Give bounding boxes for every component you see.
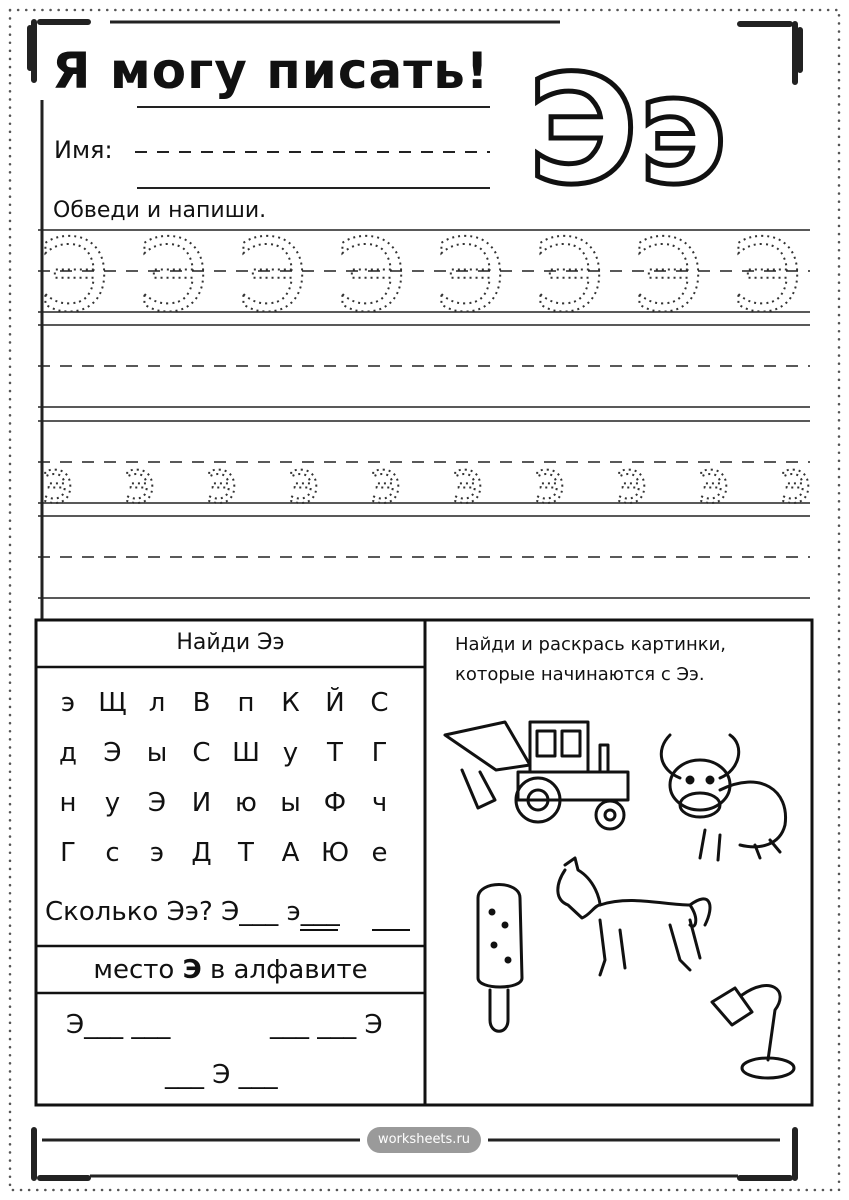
alphabet-line1-right: ___ ___ Э [270,1010,383,1040]
grid-letter: ы [280,788,301,818]
count-question: Сколько Ээ? Э___ э___ [45,897,340,927]
grid-letter: А [281,838,300,868]
trace-letter-lower: э [42,448,74,516]
pictures-instruction [455,630,800,690]
grid-letter: Г [60,838,76,868]
grid-letter: Ф [323,788,347,818]
horse-icon [558,858,710,975]
alphabet-line1-left: Э___ ___ [66,1010,171,1040]
grid-letter: И [191,788,212,818]
grid-letter: ю [235,788,257,818]
tracing-instruction: Обведи и напиши. [53,198,267,223]
grid-letter: у [104,788,121,818]
footer-site-badge: worksheets.ru [367,1127,481,1153]
grid-letter: Ш [232,738,260,768]
grid-letter: е [371,838,388,868]
pictures-instruction-line1: Найди и раскрась картинки, [455,634,727,655]
alphabet-title-prefix: место [93,955,183,985]
alphabet-title-letter: Э [182,955,202,985]
grid-letter: Т [238,838,254,868]
grid-letter: В [192,688,211,718]
grid-letter: у [282,738,299,768]
eskimo-ice-cream-icon [478,885,522,1032]
trace-letter-lower: э [206,448,238,516]
grid-letter: Щ [98,688,127,718]
grid-letter: Г [371,738,388,768]
trace-letter-lower: э [780,448,812,516]
grid-letter: С [192,738,211,768]
find-letters-title: Найди Ээ [176,630,285,655]
alphabet-title-suffix: в алфавите [201,955,368,985]
trace-letter-upper: Э [436,217,506,334]
grid-letter: Й [325,688,345,718]
grid-letter: э [149,838,165,868]
pictures-instruction-line2: которые начинаются с Ээ. [455,664,705,685]
trace-letter-lower: э [124,448,156,516]
trace-letter-lower: э [534,448,566,516]
grid-letter: Ю [320,838,350,868]
grid-letter: ч [371,788,388,818]
buffalo-icon [661,735,785,860]
svg-text:Ээ: Ээ [528,44,727,218]
grid-letter: Э [147,788,167,818]
grid-letter: н [59,788,77,818]
trace-letter-upper: Э [634,217,704,334]
grid-letter: Д [191,838,212,868]
grid-letter: п [237,688,255,718]
grid-letter: л [148,688,166,718]
trace-letter-lower: э [698,448,730,516]
desk-lamp-icon [712,986,794,1078]
grid-letter: с [105,838,120,868]
trace-letter-lower: э [616,448,648,516]
grid-letter: Т [327,738,343,768]
trace-letter-lower: э [370,448,402,516]
grid-letter: С [370,688,389,718]
excavator-icon [445,722,628,829]
page-title: Я могу писать! [52,42,490,100]
grid-letter: ы [146,738,168,768]
grid-letter: э [60,688,76,718]
trace-letter-upper: Э [139,217,209,334]
alphabet-line2: ___ Э ___ [165,1060,278,1090]
grid-letter: Э [103,738,122,768]
trace-letter-lower: э [288,448,320,516]
grid-letter: К [281,688,300,718]
grid-letter: д [59,738,77,768]
trace-letter-upper: Э [733,217,803,334]
name-label: Имя: [54,136,113,164]
trace-letter-upper: Э [337,217,407,334]
alphabet-place-title [38,955,423,985]
trace-letter-upper: Э [535,217,605,334]
trace-letter-lower: э [452,448,484,516]
trace-letter-upper: Э [40,217,110,334]
trace-letter-upper: Э [238,217,308,334]
